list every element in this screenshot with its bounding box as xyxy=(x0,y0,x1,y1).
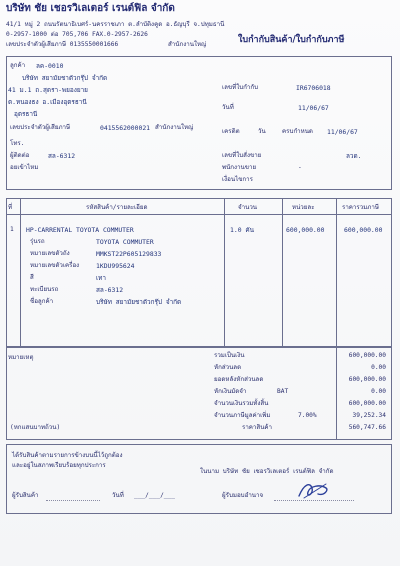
detail-label: สี xyxy=(30,274,34,281)
detail-label: รุ่นรถ xyxy=(30,238,45,245)
items-table xyxy=(6,198,392,348)
receipt-note-1: ได้รับสินค้าตามรายการข้างบนนี้ไว้ถูกต้อง xyxy=(12,452,123,459)
detail-label: ชื่อลูกค้า xyxy=(30,298,54,305)
due-value: 11/06/67 xyxy=(327,128,358,136)
customer-code-value: ลค-0010 xyxy=(36,62,64,70)
company-phone: 0-2957-1000 ต่อ 705,706 FAX.0-2957-2626 xyxy=(6,31,148,38)
col-header-unit-price: หน่วยละ xyxy=(292,204,315,211)
customer-address-3: อุตรธานี xyxy=(14,110,38,118)
detail-value: TOYOTA COMMUTER xyxy=(96,238,154,246)
receive-date-label: วันที่ xyxy=(112,492,124,499)
company-branch: สำนักงานใหญ่ xyxy=(168,41,207,48)
customer-contact-value: สล-6312 xyxy=(48,152,76,160)
totals-box xyxy=(6,346,392,440)
credit-label: เครดิต xyxy=(222,128,240,135)
item-title: HP-CARRENTAL TOYOTA COMMUTER xyxy=(26,226,134,234)
customer-tax-label: เลขประจำตัวผู้เสียภาษี xyxy=(10,124,71,131)
total-value: 600,000.00 xyxy=(348,400,386,407)
total-label: จำนวนภาษีมูลค่าเพิ่ม xyxy=(214,412,271,419)
total-value: 600,000.00 xyxy=(348,376,386,383)
total-value: 560,747.66 xyxy=(348,424,386,431)
detail-value: 1KDU995624 xyxy=(96,262,135,270)
detail-value: บริษัท สยามัยชาตัวกรุ๊ป จำกัด xyxy=(96,298,182,306)
customer-tax-value: 0415562000021 xyxy=(100,124,151,132)
col-header-amount: ราคารวมภาษี xyxy=(342,204,379,211)
invoice-date-value: 11/06/67 xyxy=(298,104,329,112)
invoice-date-label: วันที่ xyxy=(222,104,234,111)
in-name-of: ในนาม บริษัท ชัย เชอรวิเลเตอร์ เรนต์ฟิล จำกัด xyxy=(200,468,334,475)
due-label: ครบกำหนด xyxy=(282,128,313,135)
total-label: หักเงินมัดจำ xyxy=(214,388,247,395)
table-header-line xyxy=(6,214,392,215)
receive-date-value: ___/___/___ xyxy=(134,492,175,499)
total-value: 39,252.34 xyxy=(352,412,386,419)
receiver-label: ผู้รับสินค้า xyxy=(12,492,39,499)
detail-label: หมายเลขตัวเครื่อง xyxy=(30,262,80,269)
total-label: ราคาสินค้า xyxy=(242,424,273,431)
col-header-description: รหัสสินค้า/รายละเอียด xyxy=(86,204,148,211)
customer-address-2: ต.หนองธง อ.เมืองอุตรธานี xyxy=(8,98,87,106)
col-header-no: ที่ xyxy=(8,204,13,211)
amount-in-words: (หกแสนบาทถ้วน) xyxy=(10,424,61,431)
detail-value: สล-6312 xyxy=(96,286,124,294)
total-value: 0.00 xyxy=(371,364,386,371)
customer-contact-label: ผู้ติดต่อ xyxy=(10,152,30,159)
col-header-qty: จำนวน xyxy=(238,204,258,211)
credit-unit: วัน xyxy=(258,128,266,135)
customer-name: บริษัท สยามัยชาตัวกรุ๊ป จำกัด xyxy=(22,74,108,82)
invoice-no-value: IR6706018 xyxy=(296,84,331,92)
item-no: 1 xyxy=(10,226,14,233)
customer-fax-label: อยเข้าไหม xyxy=(10,164,39,171)
order-no-value: ลวด. xyxy=(346,152,362,160)
order-no-label: เลขที่ใบสั่งขาย xyxy=(222,152,262,159)
item-amount: 600,000.00 xyxy=(344,226,383,234)
customer-address-1: 41 ม.1 ถ.สุดรา-พยองยาย xyxy=(8,86,88,94)
total-value: 600,000.00 xyxy=(348,352,386,359)
terms-label: เงื่อนไขการ xyxy=(222,176,253,183)
deposit-unit: BAT xyxy=(277,388,289,395)
total-value: 0.00 xyxy=(371,388,386,395)
customer-tel-label: โทร. xyxy=(10,140,25,147)
company-address: 41/1 หมู่ 2 ถนนรัตนาธิเบศร์-นครราชเภา ต.ลำบัติงคูด อ.ธัญบุรี จ.ปทุมธานี xyxy=(6,21,225,28)
total-label: หักส่วนลด xyxy=(214,364,242,371)
invoice-no-label: เลขที่ใบกำกับ xyxy=(222,84,259,91)
detail-label: หมายเลขตัวถัง xyxy=(30,250,70,257)
sales-value: - xyxy=(298,164,302,171)
detail-value: เทา xyxy=(96,274,106,282)
receipt-note-2: และอยู่ในสภาพเรียบร้อยทุกประการ xyxy=(12,462,106,469)
sales-label: พนักงานขาย xyxy=(222,164,257,171)
document-title: ใบกำกับสินค้า/ใบกำกับภาษี xyxy=(238,35,345,45)
total-label: จำนวนเงินรวมทั้งสิ้น xyxy=(214,400,269,407)
total-label: รวมเป็นเงิน xyxy=(214,352,245,359)
company-tax-id: เลขประจำตัวผู้เสียภาษี 0135550001666 xyxy=(6,41,119,48)
item-unit-price: 600,000.00 xyxy=(286,226,325,234)
detail-value: MMKST22P605129833 xyxy=(96,250,162,258)
authorized-signature xyxy=(296,478,332,502)
remark-label: หมายเหตุ xyxy=(8,354,34,361)
vat-rate: 7.00% xyxy=(298,412,317,419)
total-label: ยอดหลังหักส่วนลด xyxy=(214,376,264,383)
detail-label: ทะเบียนรถ xyxy=(30,286,59,293)
customer-code-label: ลูกค้า xyxy=(10,62,26,69)
authorized-label: ผู้รับมอบอำนาจ xyxy=(222,492,264,499)
company-name: บริษัท ชัย เชอรวิเลเตอร์ เรนต์ฟิล จำกัด xyxy=(6,3,175,14)
customer-branch: สำนักงานใหญ่ xyxy=(155,124,194,131)
item-qty: 1.0 คัน xyxy=(230,226,255,234)
